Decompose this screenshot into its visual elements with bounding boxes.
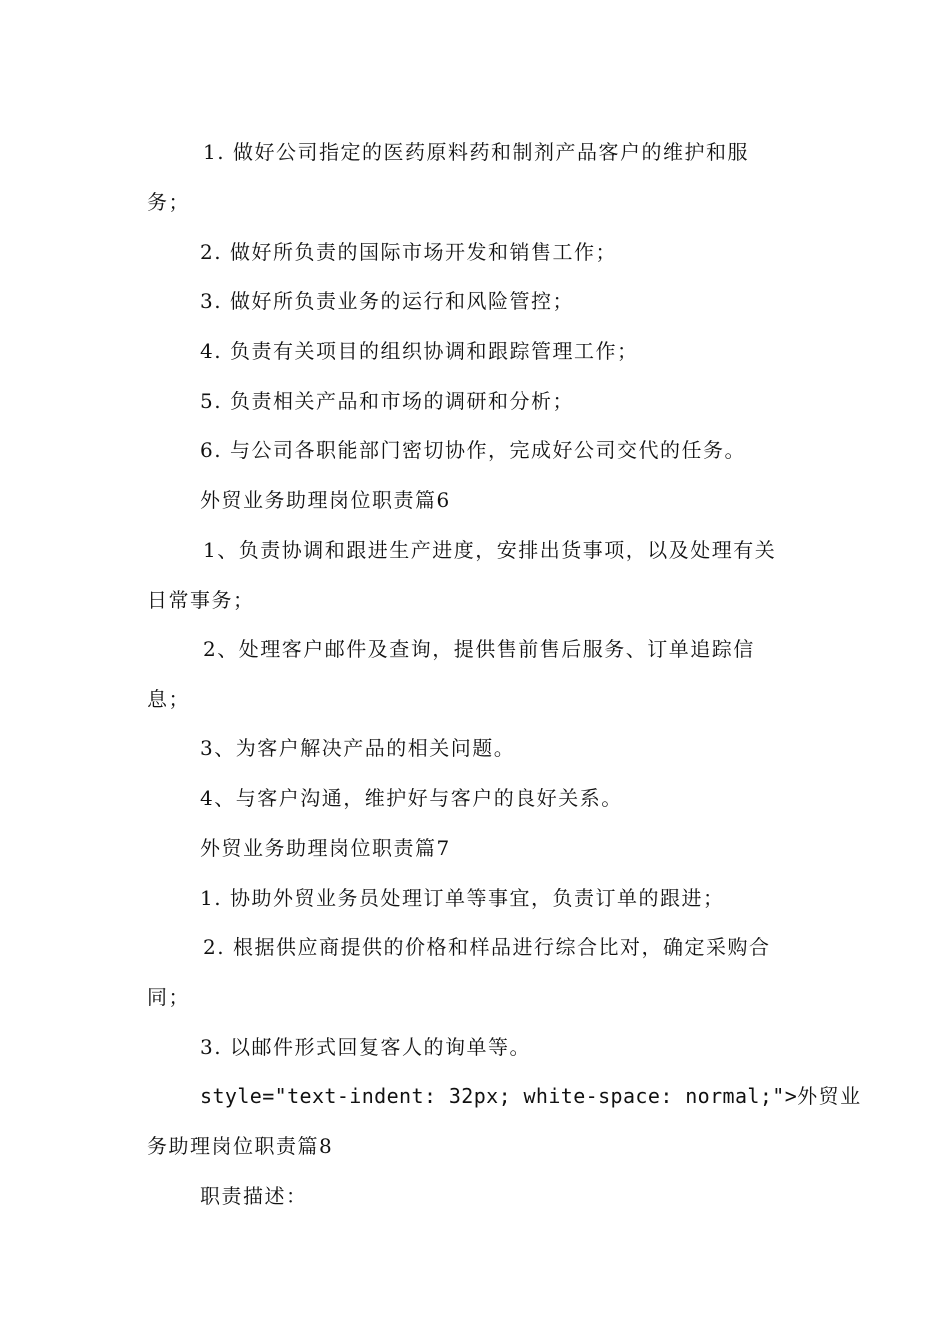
list-item-line: 4、与客户沟通，维护好与客户的良好关系。	[200, 786, 623, 810]
list-item-line: 息；	[147, 687, 190, 711]
section-heading-part: 外贸业	[797, 1084, 862, 1108]
list-item-line: 1. 做好公司指定的医药原料药和制剂产品客户的维护和服	[203, 140, 749, 164]
list-item-line: 2. 做好所负责的国际市场开发和销售工作；	[200, 240, 617, 264]
list-item-line: 3. 以邮件形式回复客人的询单等。	[200, 1035, 531, 1059]
list-item-line: 4. 负责有关项目的组织协调和跟踪管理工作；	[200, 339, 639, 363]
list-item-line: 职责描述：	[200, 1184, 308, 1208]
list-item-line: 3、为客户解决产品的相关问题。	[200, 736, 516, 760]
section-heading-part: 务助理岗位职责篇8	[147, 1134, 334, 1158]
list-item-line: 3. 做好所负责业务的运行和风险管控；	[200, 289, 574, 313]
list-item-line: 1. 协助外贸业务员处理订单等事宜，负责订单的跟进；	[200, 886, 725, 910]
list-item-line: 2. 根据供应商提供的价格和样品进行综合比对，确定采购合	[203, 935, 771, 959]
list-item-line: 6. 与公司各职能部门密切协作，完成好公司交代的任务。	[200, 438, 746, 462]
section-heading: 外贸业务助理岗位职责篇6	[200, 488, 451, 512]
section-heading-line	[200, 1084, 862, 1108]
list-item-line: 务；	[147, 190, 190, 214]
list-item-line: 2、处理客户邮件及查询，提供售前售后服务、订单追踪信	[203, 637, 755, 661]
stray-markup-text: style="text-indent: 32px; white-space: normal;">	[200, 1084, 798, 1108]
list-item-line: 5. 负责相关产品和市场的调研和分析；	[200, 389, 574, 413]
list-item-line: 同；	[147, 985, 190, 1009]
list-item-line: 日常事务；	[147, 588, 255, 612]
section-heading: 外贸业务助理岗位职责篇7	[200, 836, 451, 860]
list-item-line: 1、负责协调和跟进生产进度，安排出货事项，以及处理有关	[203, 538, 777, 562]
